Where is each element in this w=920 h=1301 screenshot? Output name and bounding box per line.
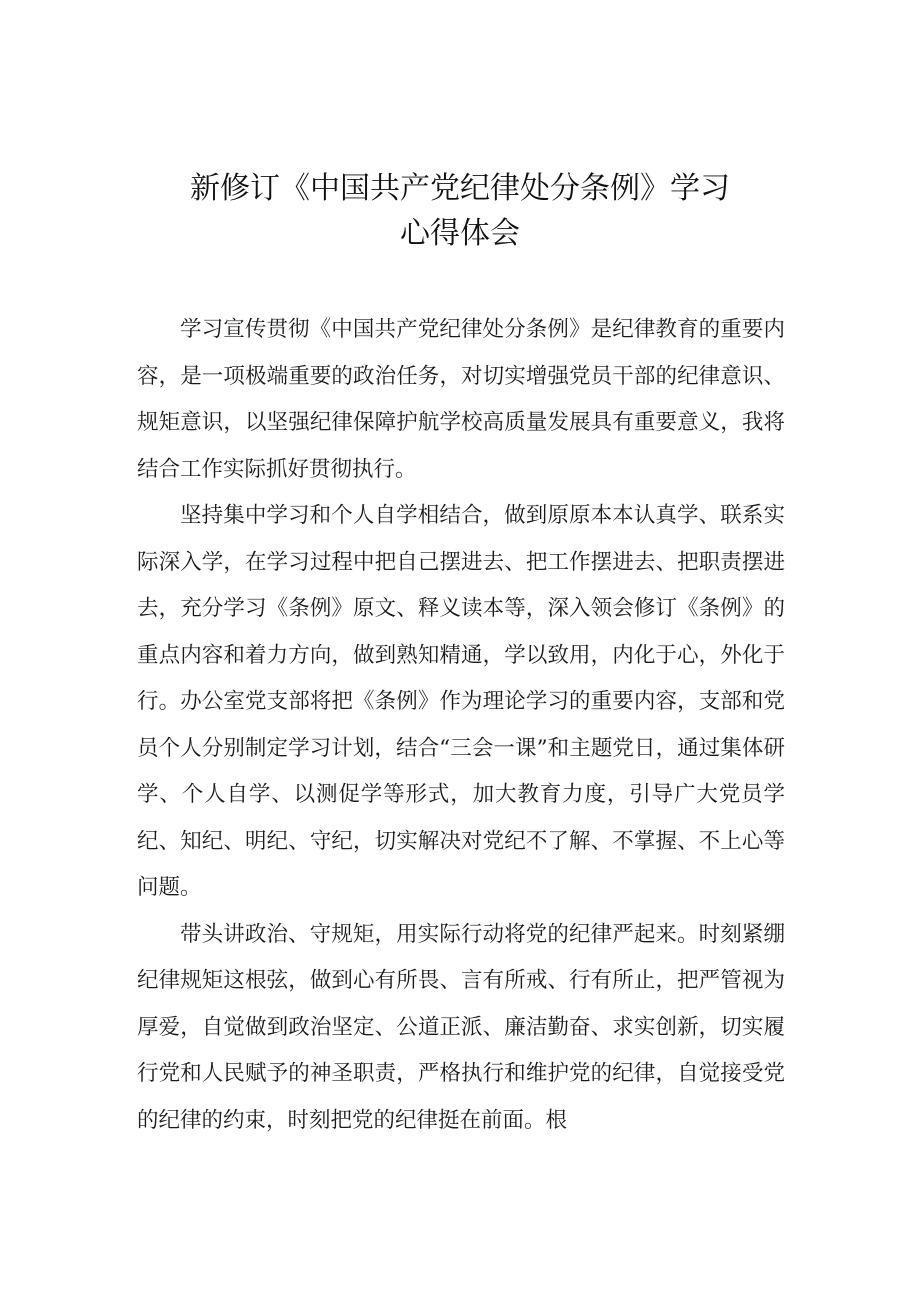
paragraph-1: 学习宣传贯彻《中国共产党纪律处分条例》是纪律教育的重要内容，是一项极端重要的政治任务，对切实增强党员干部的纪律意识、规矩意识，以坚强纪律保障护航学校高质量发展具有重要意义，我将结合工作实际抓好贯彻执行。 (137, 317, 785, 482)
paragraph-3: 带头讲政治、守规矩，用实际行动将党的纪律严起来。时刻紧绷纪律规矩这根弦，做到心有所畏、言有所戒、行有所止，把严管视为厚爱，自觉做到政治坚定、公道正派、廉洁勤奋、求实创新，切实履行党和人民赋予的神圣职责，严格执行和维护党的纪律，自觉接受党的纪律的约束，时刻把党的纪律挺在前面。根 (137, 921, 785, 1133)
title-line-2: 心得体会 (400, 216, 520, 251)
title-line-1: 新修订《中国共产党纪律处分条例》学习 (190, 171, 730, 206)
paragraph-2: 坚持集中学习和个人自学相结合，做到原原本本认真学、联系实际深入学，在学习过程中把自己摆进去、把工作摆进去、把职责摆进去，充分学习《条例》原文、释义读本等，深入领会修订《条例》的重点内容和着力方向，做到熟知精通，学以致用，内化于心，外化于行。办公室党支部将把《条例》作为理论学习的重要内容，支部和党员个人分别制定学习计划，结合“三会一课”和主题党日，通过集体研学、个人自学、以测促学等形式，加大教育力度，引导广大党员学纪、知纪、明纪、守纪，切实解决对党纪不了解、不掌握、不上心等问题。 (137, 503, 785, 900)
document-body (137, 307, 785, 1144)
document-title (120, 166, 800, 256)
